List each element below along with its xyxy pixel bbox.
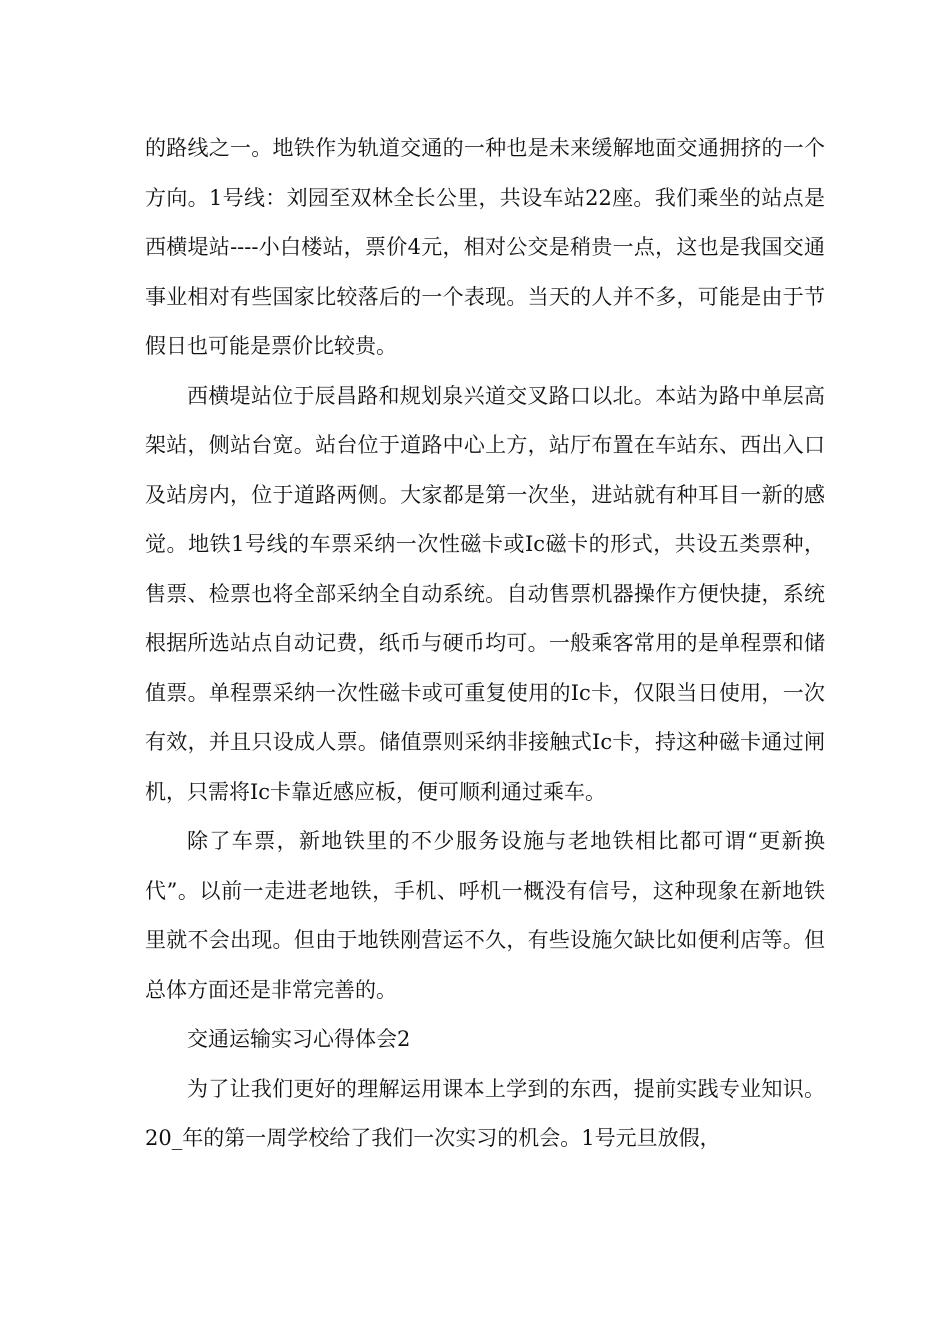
- paragraph: 为了让我们更好的理解运用课本上学到的东西，提前实践专业知识。20_年的第一周学校给了我们一次实习的机会。1号元旦放假，: [145, 1076, 825, 1150]
- document-body: [145, 124, 825, 1164]
- section-heading: 交通运输实习心得体会2: [187, 1027, 411, 1051]
- paragraph: 的路线之一。地铁作为轨道交通的一种也是未来缓解地面交通拥挤的一个方向。1号线：刘园至双林全长公里，共设车站22座。我们乘坐的站点是西横堤站----小白楼站，票价4元，相对公交是稍贵一点，这也是我国交通事业相对有些国家比较落后的一个表现。当天的人并不多，可能是由于节假日也可能是票价比较贵。: [145, 136, 825, 358]
- paragraph: 西横堤站位于辰昌路和规划泉兴道交叉路口以北。本站为路中单层高架站，侧站台宽。站台位于道路中心上方，站厅布置在车站东、西出入口及站房内，位于道路两侧。大家都是第一次坐，进站就有种耳目一新的感觉。地铁1号线的车票采纳一次性磁卡或Ic磁卡的形式，共设五类票种，售票、检票也将全部采纳全自动系统。自动售票机器操作方便快捷，系统根据所选站点自动记费，纸币与硬币均可。一般乘客常用的是单程票和储值票。单程票采纳一次性磁卡或可重复使用的Ic卡，仅限当日使用，一次有效，并且只设成人票。储值票则采纳非接触式Ic卡，持这种磁卡通过闸机，只需将Ic卡靠近感应板，便可顺利通过乘车。: [145, 383, 825, 804]
- paragraph: 除了车票，新地铁里的不少服务设施与老地铁相比都可谓“更新换代”。以前一走进老地铁，手机、呼机一概没有信号，这种现象在新地铁里就不会出现。但由于地铁刚营运不久，有些设施欠缺比如便利店等。但总体方面还是非常完善的。: [145, 829, 825, 1002]
